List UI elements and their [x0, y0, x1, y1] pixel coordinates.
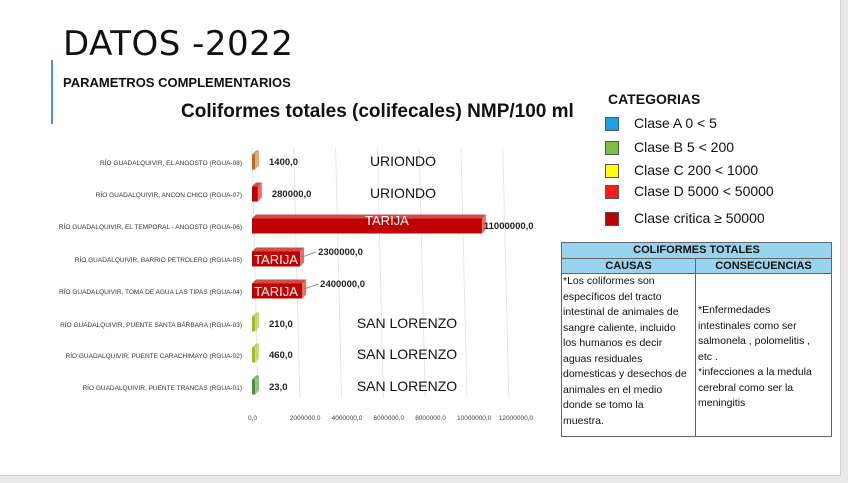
annotation-label: SAN LORENZO [356, 378, 458, 394]
value-label: 23,0 [269, 382, 288, 393]
table-cell-causas: *Los coliformes son específicos del tracto intestinal de animales de sangre caliente, incluido los humanos es decir aguas residuales domesticas y desechos de animales en el medio donde se tomo la muestra. [563, 275, 687, 427]
page-subtitle: PARAMETROS COMPLEMENTARIOS [63, 75, 291, 90]
category-label: RÍO GUADALQUIVIR, BARRIO PETROLERO (RGUA-05) [74, 257, 242, 264]
value-label: 210,0 [269, 319, 293, 330]
legend-swatch [605, 185, 619, 199]
legend-swatch [605, 164, 619, 178]
legend-label: Clase A 0 < 5 [634, 115, 717, 131]
annotation-label: SAN LORENZO [356, 315, 458, 331]
table-header-causas: CAUSAS [562, 259, 696, 274]
bar-top [252, 248, 304, 252]
coliformes-table [561, 242, 832, 437]
x-tick-label: 10000000,0 [457, 415, 492, 422]
legend-swatch [605, 141, 619, 155]
legend-swatch [605, 212, 619, 226]
value-label: 1400,0 [269, 157, 299, 168]
category-label: RÍO GUADALQUIVIR, EL TEMPORAL - ANGOSTO (RGUA-06) [58, 224, 242, 231]
table-title: COLIFORMES TOTALES [562, 243, 831, 259]
x-tick-label: 0,0 [248, 415, 258, 422]
annotation-label: TARIJA [254, 252, 298, 267]
column-divider [695, 273, 696, 436]
x-tick-label: 4000000,0 [331, 415, 363, 422]
annotation-label: URIONDO [369, 185, 437, 201]
category-label: RÍO GUADALQUIVIR, EL ANGOSTO (RGUA-08) [100, 160, 242, 167]
gridline [461, 148, 467, 398]
x-tick-label: 8000000,0 [415, 415, 446, 422]
leader-line [304, 284, 318, 289]
annotation-label: TARIJA [254, 284, 298, 299]
legend-label: Clase D 5000 < 50000 [634, 183, 774, 199]
bar [252, 317, 255, 332]
chart-title: Coliformes totales (colifecales) NMP/100 ml [181, 101, 574, 122]
bar [252, 187, 258, 202]
annotation-label: SAN LORENZO [356, 346, 458, 362]
gridline [336, 148, 342, 398]
legend-heading: CATEGORIAS [608, 91, 701, 107]
category-label: RÍO GUADALQUIVIR, PUENTE SANTA BÁRBARA (RGUA-03) [60, 322, 242, 329]
legend-swatch [605, 117, 619, 131]
gridline [503, 148, 509, 398]
table-header-consecuencias: CONSECUENCIAS [696, 259, 831, 274]
leader-line [302, 252, 316, 257]
value-label: 460,0 [269, 350, 293, 361]
bar [252, 380, 255, 395]
value-label: 11000000,0 [483, 221, 534, 232]
gridline [294, 148, 300, 398]
legend-label: Clase C 200 < 1000 [634, 162, 759, 178]
category-label: RÍO GUADALQUIVIR, PUENTE TRANCAS (RGUA-01) [82, 385, 242, 392]
bar-top [252, 280, 306, 284]
annotation-label: TARIJA [365, 213, 409, 228]
category-label: RÍO GUADALQUIVIR, ANCON CHICO (RGUA-07) [95, 192, 242, 199]
category-label: RÍO GUADALQUIVIR, TOMA DE AGUA LAS TIPAS (RGUA-04) [58, 289, 242, 296]
bar [252, 155, 255, 170]
annotation-label: URIONDO [369, 153, 437, 169]
category-label: RÍO GUADALQUIVIR, PUENTE CARACHIMAYO (RGUA-02) [65, 353, 242, 360]
bar [252, 348, 255, 363]
x-tick-label: 6000000,0 [373, 415, 405, 422]
legend-label: Clase critica ≥ 50000 [634, 210, 765, 226]
value-label: 2300000,0 [318, 247, 363, 258]
page-title: DATOS -2022 [63, 24, 294, 64]
x-tick-label: 12000000,0 [498, 415, 534, 422]
x-tick-label: 2000000,0 [289, 415, 321, 422]
legend-label: Clase B 5 < 200 [634, 139, 735, 155]
table-cell-consecuencias: *Enfermedades intestinales como ser salmonela , polomelitis , etc . *infecciones a la medula cerebral como ser la meningitis [698, 304, 812, 409]
value-label: 2400000,0 [320, 279, 366, 290]
value-label: 280000,0 [271, 189, 312, 200]
